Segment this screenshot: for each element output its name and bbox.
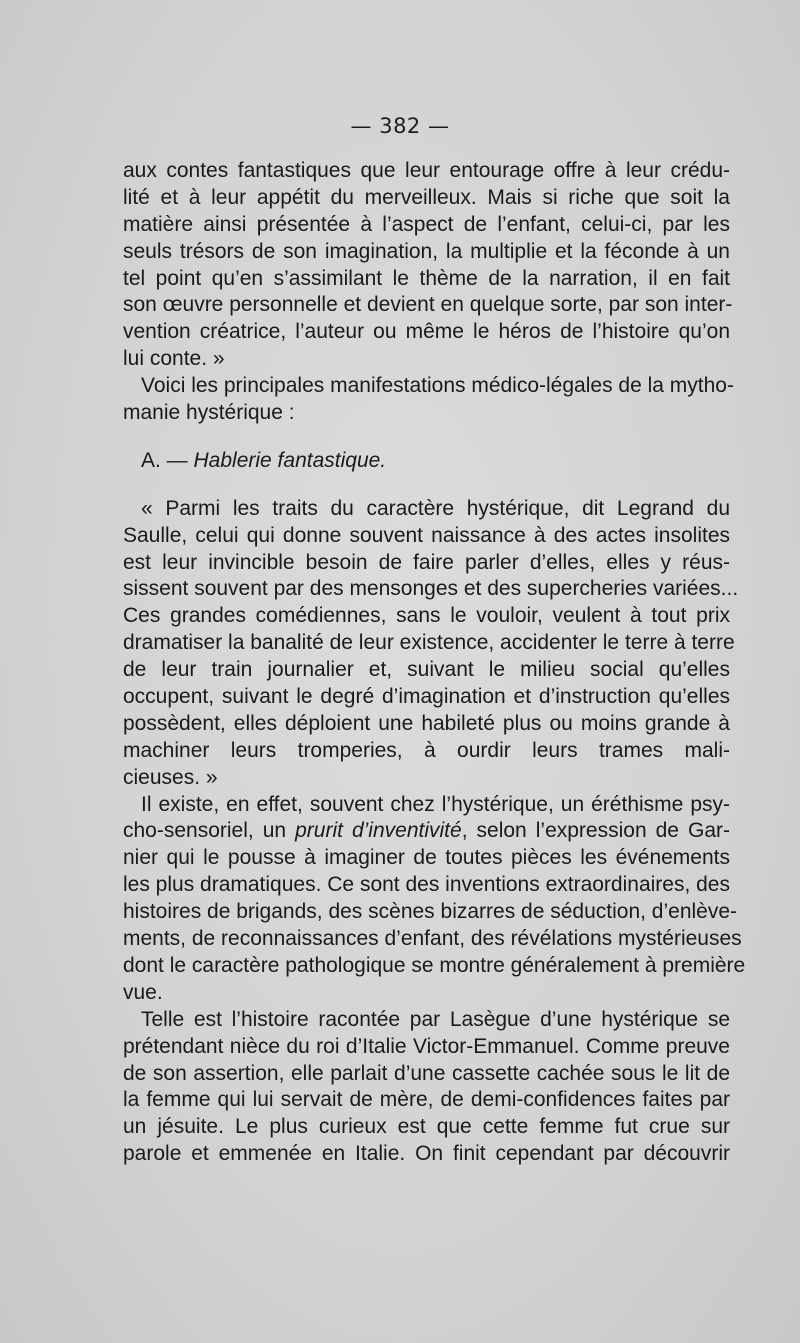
text-line: la femme qui lui servait de mère, de demi-confidences faites par <box>123 1088 730 1112</box>
paragraph-3 <box>123 496 739 792</box>
text-line: Voici les principales manifestations médico-légales de la mytho- <box>141 374 734 398</box>
text-line: Saulle, celui qui donne souvent naissance à des actes insolites <box>123 523 730 547</box>
emphasis-prurit: prurit d’inventivité <box>295 819 462 843</box>
section-heading-prefix: A. — <box>141 448 194 472</box>
paragraph-4 <box>123 792 746 1007</box>
text-line: cho-sensoriel, un prurit d’inventivité, selon l’expression de Gar- <box>123 819 730 843</box>
text-line: Il existe, en effet, souvent chez l’hystérique, un éréthisme psy- <box>141 792 730 816</box>
text-line: de son assertion, elle parlait d’une cassette cachée sous le lit de <box>123 1061 730 1085</box>
section-heading <box>123 448 730 475</box>
text-line: prétendant nièce du roi d’Italie Victor-Emmanuel. Comme preuve <box>123 1034 730 1058</box>
paragraph-1 <box>123 158 733 373</box>
text-line: machiner leurs tromperies, à ourdir leurs trames mali- <box>123 738 730 762</box>
text-line: seuls trésors de son imagination, la multiplie et la féconde à un <box>123 239 730 263</box>
text-line: sissent souvent par des mensonges et des supercheries variées... <box>123 577 739 601</box>
text-line: est leur invincible besoin de faire parler d’elles, elles y réus- <box>123 550 730 574</box>
text-line: Ces grandes comédiennes, sans le vouloir, veulent à tout prix <box>123 604 730 628</box>
text-line: un jésuite. Le plus curieux est que cette femme fut crue sur <box>123 1115 730 1139</box>
text-line: nier qui le pousse à imaginer de toutes pièces les événements <box>123 846 730 870</box>
paragraph-2 <box>123 373 734 427</box>
paragraph-5 <box>123 1007 730 1168</box>
text-line: vue. <box>123 980 163 1004</box>
text-line: dont le caractère pathologique se montre généralement à première <box>123 953 746 977</box>
page-number: — 382 — <box>350 114 450 138</box>
text-line: tel point qu’en s’assimilant le thème de la narration, il en fait <box>123 266 730 290</box>
text-line: les plus dramatiques. Ce sont des inventions extraordinaires, des <box>123 873 730 897</box>
text-line: vention créatrice, l’auteur ou même le héros de l’histoire qu’on <box>123 320 730 344</box>
text-line: matière ainsi présentée à l’aspect de l’enfant, celui-ci, par les <box>123 212 730 236</box>
text-line: occupent, suivant le degré d’imagination et d’instruction qu’elles <box>123 685 730 709</box>
text-line: de leur train journalier et, suivant le milieu social qu’elles <box>123 658 730 682</box>
section-heading-title: Hablerie fantastique. <box>193 448 387 472</box>
text-line: ments, de reconnaissances d’enfant, des révélations mystérieuses <box>123 927 742 951</box>
text-line: possèdent, elles déploient une habileté plus ou moins grande à <box>123 711 730 735</box>
text-line: Telle est l’histoire racontée par Lasègue d’une hystérique se <box>141 1007 730 1031</box>
body-text <box>123 158 746 1168</box>
text-line: « Parmi les traits du caractère hystérique, dit Legrand du <box>141 496 730 520</box>
text-line: dramatiser la banalité de leur existence, accidenter le terre à terre <box>123 631 735 655</box>
text-line: lité et à leur appétit du merveilleux. Mais si riche que soit la <box>123 185 730 209</box>
text-line: parole et emmenée en Italie. On finit cependant par découvrir <box>123 1142 730 1166</box>
text-line: cieuses. » <box>123 765 218 789</box>
text-line: lui conte. » <box>123 347 225 371</box>
text-line: manie hystérique : <box>123 401 295 425</box>
text-line: histoires de brigands, des scènes bizarres de séduction, d’enlève- <box>123 900 738 924</box>
text-line: son œuvre personnelle et devient en quelque sorte, par son inter- <box>123 293 733 317</box>
text-line: aux contes fantastiques que leur entourage offre à leur crédu- <box>123 159 730 182</box>
